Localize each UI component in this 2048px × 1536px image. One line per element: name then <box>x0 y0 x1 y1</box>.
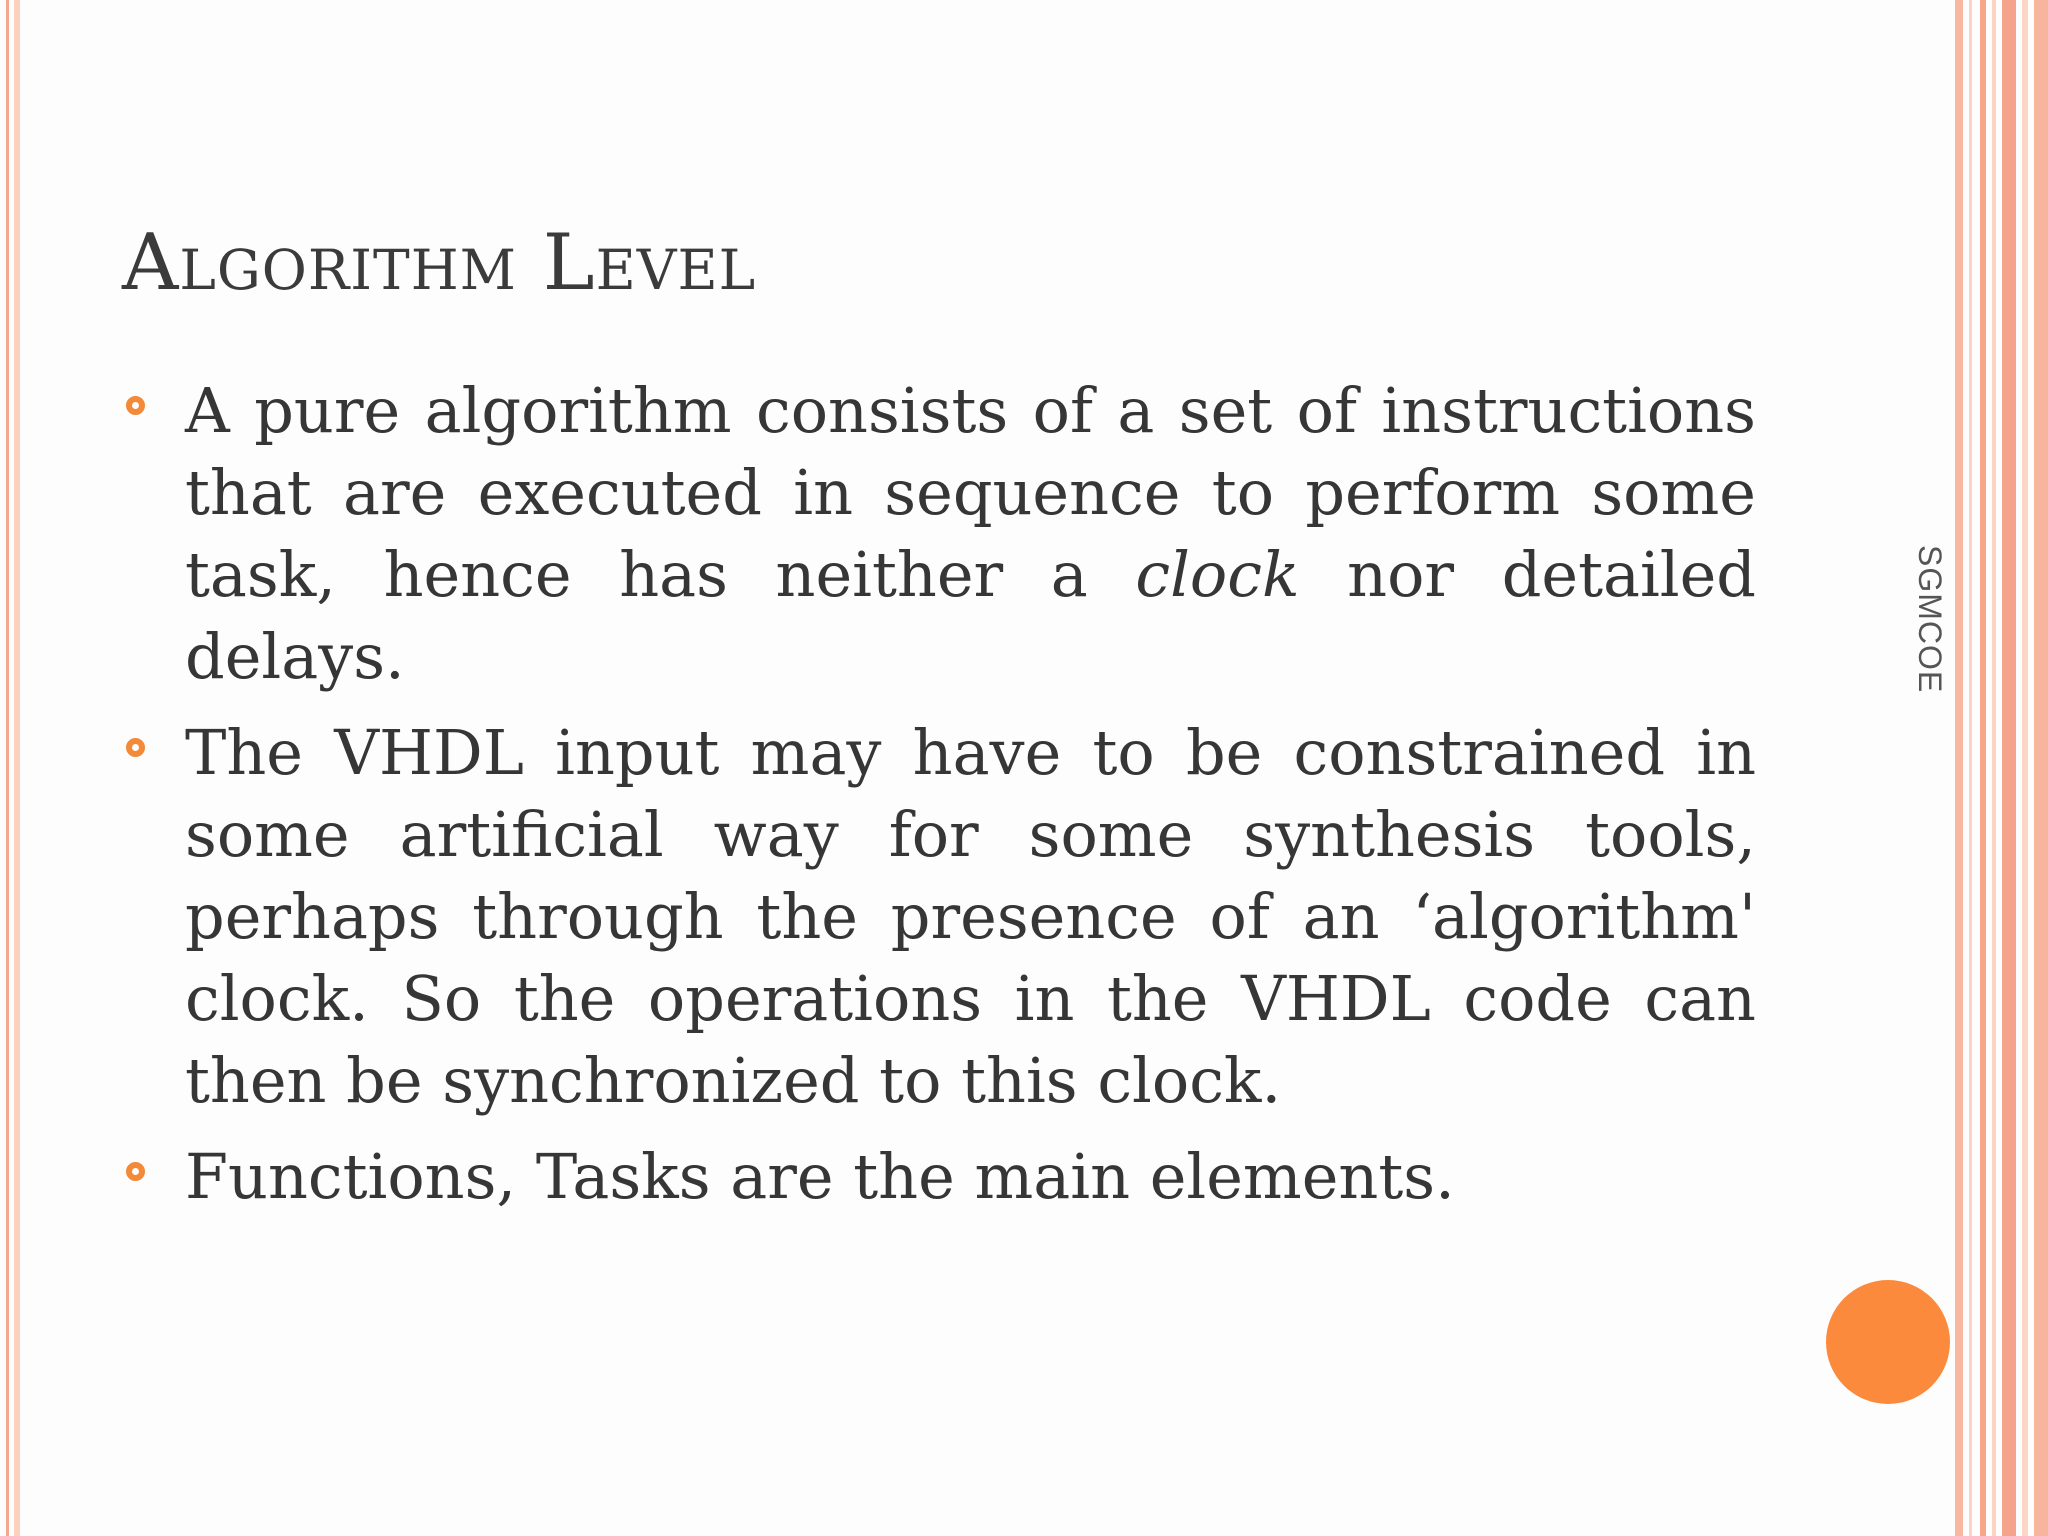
bullet-text-segment: nor detailed delays. <box>185 538 1756 693</box>
bullet-item <box>126 370 1756 698</box>
bullet-text-italic: clock <box>1135 538 1300 611</box>
bullet-ring-icon <box>126 1162 145 1181</box>
bullet-text <box>185 370 1756 698</box>
right-border-stripe <box>2022 0 2028 1536</box>
bullet-text: The VHDL input may have to be constrained in some artificial way for some synthesis tools, perhaps through the presence of an ‘algorithm' clock. So the operations in the VHDL code can then be synchronized to this clock. <box>185 716 1756 1117</box>
orange-circle-decoration <box>1826 1280 1950 1404</box>
bullet-item <box>126 712 1756 1122</box>
left-border-stripe <box>6 0 9 1536</box>
footer-label: SGMCOE <box>1912 545 1948 694</box>
slide-title: Algorithm Level <box>122 218 757 308</box>
right-border-stripe <box>1992 0 1996 1536</box>
bullet-item <box>126 1136 1756 1218</box>
right-border-stripe <box>2034 0 2048 1536</box>
right-border-stripe <box>1955 0 1963 1536</box>
bullet-ring-icon <box>126 396 145 415</box>
bullet-ring-icon <box>126 738 145 757</box>
bullet-list <box>126 370 1756 1232</box>
bullet-text-segment: A pure algorithm consists of a set of instructions that are executed in sequence to perform some task, hence has neither a <box>185 374 1756 611</box>
bullet-text: Functions, Tasks are the main elements. <box>185 1140 1455 1213</box>
left-border-stripe <box>14 0 20 1536</box>
right-border-stripe <box>2002 0 2016 1536</box>
right-border-stripe <box>1980 0 1986 1536</box>
right-border-stripe <box>1969 0 1972 1536</box>
